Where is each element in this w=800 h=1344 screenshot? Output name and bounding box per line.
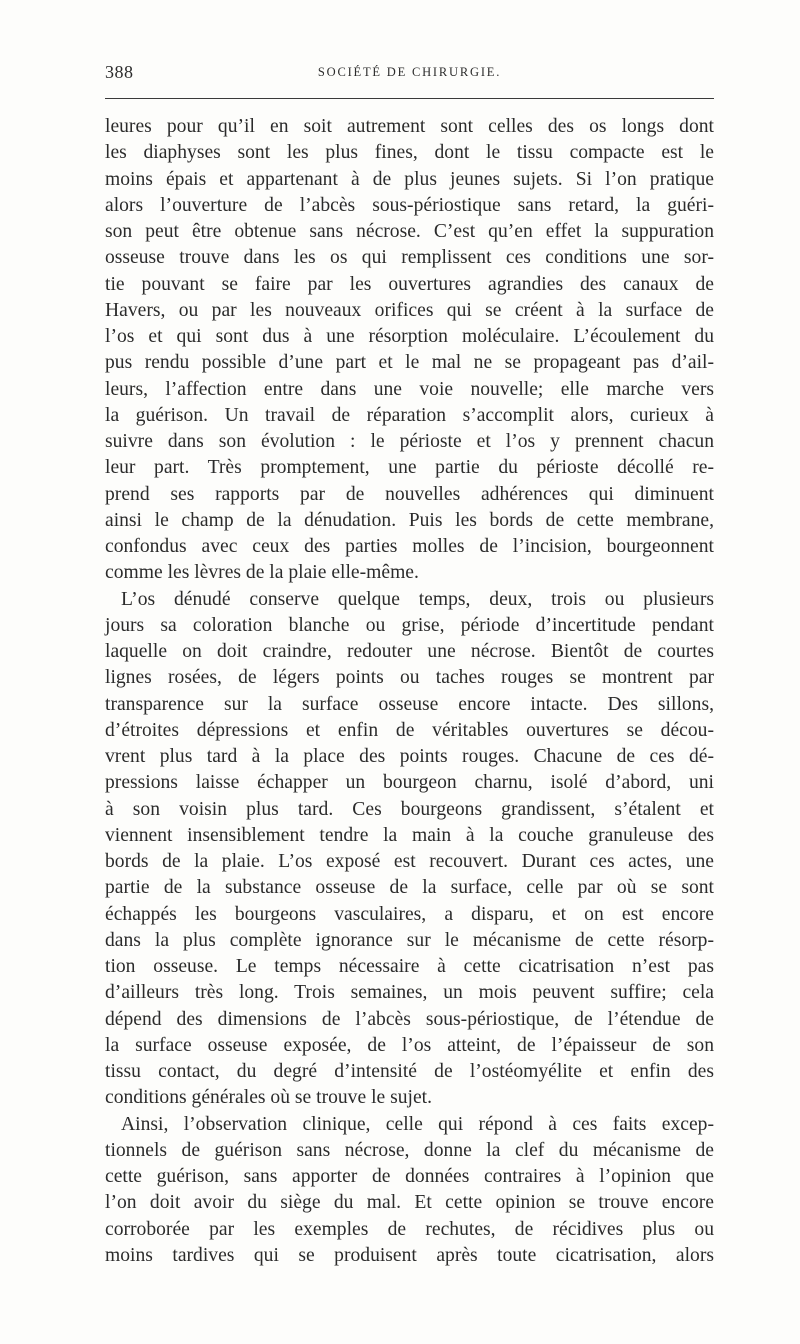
text-line: pressions laisse échapper un bourgeon charnu, isolé d’abord, uni — [105, 772, 714, 794]
text-line: osseuse trouve dans les os qui remplissent ces conditions une sor- — [105, 247, 714, 269]
text-line: vrent plus tard à la place des points rouges. Chacune de ces dé- — [105, 746, 714, 767]
text-line: dépend des dimensions de l’abcès sous-périostique, de l’étendue de — [105, 1008, 714, 1030]
page-number: 388 — [105, 62, 134, 82]
header-rule — [105, 98, 714, 99]
text-line: suivre dans son évolution : le périoste et l’os y prennent chacun — [105, 431, 714, 452]
text-line: jours sa coloration blanche ou grise, période d’incertitude pendant — [105, 614, 714, 636]
text-line: échappés les bourgeons vasculaires, a disparu, et on est encore — [105, 903, 714, 925]
text-line: laquelle on doit craindre, redouter une nécrose. Bientôt de courtes — [105, 641, 714, 662]
text-line: L’os dénudé conserve quelque temps, deux, trois ou plusieurs — [121, 588, 714, 610]
text-line: son peut être obtenue sans nécrose. C’est qu’en effet la suppuration — [105, 221, 714, 242]
text-line: moins épais et appartenant à de plus jeunes sujets. Si l’on pratique — [105, 168, 714, 190]
text-line: cette guérison, sans apporter de données contraires à l’opinion que — [105, 1166, 714, 1187]
text-line: ainsi le champ de la dénudation. Puis les bords de cette membrane, — [105, 509, 714, 531]
text-line: tionnels de guérison sans nécrose, donne la clef du mécanisme de — [105, 1139, 714, 1161]
text-line: corroborée par les exemples de rechutes, de récidives plus ou — [105, 1218, 714, 1240]
text-line: Ainsi, l’observation clinique, celle qui répond à ces faits excep- — [121, 1113, 714, 1135]
page-header — [105, 62, 714, 86]
text-line: moins tardives qui se produisent après toute cicatrisation, alors — [105, 1244, 714, 1266]
text-line: alors l’ouverture de l’abcès sous-périostique sans retard, la guéri- — [105, 194, 714, 216]
text-line: leurs, l’affection entre dans une voie nouvelle; elle marche vers — [105, 378, 714, 400]
text-line: partie de la substance osseuse de la surface, celle par où se sont — [105, 877, 714, 899]
text-line: leur part. Très promptement, une partie du périoste décollé re- — [105, 457, 714, 479]
paragraph — [105, 587, 714, 1112]
text-line: prend ses rapports par de nouvelles adhérences qui diminuent — [105, 483, 714, 505]
body-text — [105, 114, 714, 1269]
text-line: viennent insensiblement tendre la main à la couche granuleuse des — [105, 824, 714, 846]
text-line: conditions générales où se trouve le sujet. — [105, 1087, 433, 1109]
text-line: transparence sur la surface osseuse encore intacte. Des sillons, — [105, 693, 714, 715]
text-line: pus rendu possible d’une part et le mal ne se propageant pas d’ail- — [105, 352, 714, 374]
text-line: bords de la plaie. L’os exposé est recouvert. Durant ces actes, une — [105, 851, 714, 872]
text-line: tie pouvant se faire par les ouvertures agrandies des canaux de — [105, 273, 714, 295]
text-line: l’on doit avoir du siège du mal. Et cette opinion se trouve encore — [105, 1192, 714, 1214]
text-line: leures pour qu’il en soit autrement sont celles des os longs dont — [105, 116, 714, 137]
text-line: tion osseuse. Le temps nécessaire à cette cicatrisation n’est pas — [105, 956, 714, 977]
text-line: tissu contact, du degré d’intensité de l’ostéomyélite et enfin des — [105, 1061, 714, 1082]
text-line: d’étroites dépressions et enfin de véritables ouvertures se décou- — [105, 719, 714, 741]
text-line: la guérison. Un travail de réparation s’accomplit alors, curieux à — [105, 404, 714, 426]
text-line: dans la plus complète ignorance sur le mécanisme de cette résorp- — [105, 929, 714, 951]
text-line: à son voisin plus tard. Ces bourgeons grandissent, s’étalent et — [105, 798, 714, 820]
paragraph — [105, 114, 714, 587]
running-head: SOCIÉTÉ DE CHIRURGIE. — [317, 65, 502, 79]
text-line: d’ailleurs très long. Trois semaines, un mois peuvent suffire; cela — [105, 982, 714, 1004]
text-line: la surface osseuse exposée, de l’os atteint, de l’épaisseur de son — [105, 1034, 714, 1056]
text-line: les diaphyses sont les plus fines, dont le tissu compacte est le — [105, 142, 714, 164]
text-line: l’os et qui sont dus à une résorption moléculaire. L’écoulement du — [105, 326, 714, 347]
text-line: confondus avec ceux des parties molles de l’incision, bourgeonnent — [105, 536, 714, 557]
paragraph — [105, 1112, 714, 1270]
text-line: Havers, ou par les nouveaux orifices qui se créent à la surface de — [105, 299, 714, 321]
text-line: lignes rosées, de légers points ou taches rouges se montrent par — [105, 667, 714, 689]
text-line: comme les lèvres de la plaie elle-même. — [105, 562, 419, 584]
